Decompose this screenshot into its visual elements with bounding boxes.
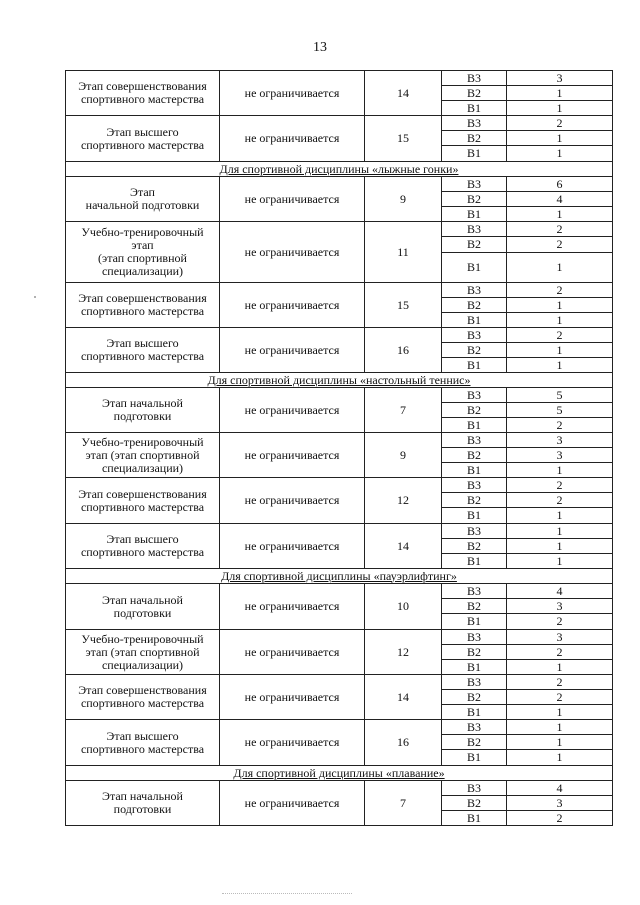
class-cell: В3 — [442, 584, 507, 599]
table-row — [66, 388, 613, 403]
count-cell: 1 — [507, 146, 613, 162]
count-cell: 2 — [507, 811, 613, 826]
min-age-cell: 16 — [365, 720, 442, 766]
count-cell: 2 — [507, 493, 613, 508]
stage-name-line: специализации) — [101, 264, 184, 278]
stage-name-line: Этап начальной — [102, 789, 183, 803]
stage-name-cell — [66, 222, 220, 283]
count-cell: 6 — [507, 177, 613, 192]
section-heading-text: Для спортивной дисциплины «лыжные гонки» — [219, 161, 459, 176]
class-cell: В2 — [442, 343, 507, 358]
class-cell: В1 — [442, 614, 507, 630]
min-age-cell: 12 — [365, 630, 442, 675]
min-age-cell: 15 — [365, 283, 442, 328]
max-age-cell: не ограничивается — [220, 720, 365, 766]
table-row — [66, 222, 613, 237]
stage-name-line: спортивного мастерства — [80, 137, 205, 152]
stage-name-line: специализации) — [101, 657, 184, 672]
stage-name-line: Учебно-тренировочный — [81, 631, 204, 646]
table-row — [66, 283, 613, 298]
stage-name-line: Учебно-тренировочный — [81, 434, 204, 449]
scan-artifact-dot — [34, 296, 36, 298]
class-cell: В3 — [442, 433, 507, 448]
stage-name-line: подготовки — [113, 605, 172, 620]
stage-name-cell — [66, 584, 220, 630]
count-cell: 1 — [507, 86, 613, 101]
class-cell: В3 — [442, 781, 507, 796]
min-age-cell: 7 — [365, 388, 442, 433]
class-cell: В1 — [442, 508, 507, 524]
section-row — [66, 569, 613, 584]
sports-rank-table — [65, 70, 613, 826]
table-row — [66, 433, 613, 448]
class-cell: В1 — [442, 554, 507, 569]
max-age-cell: не ограничивается — [220, 328, 365, 373]
section-heading — [66, 766, 613, 781]
stage-name-line: этап — [131, 238, 154, 252]
count-cell: 2 — [507, 116, 613, 131]
class-cell: В2 — [442, 493, 507, 508]
stage-name-line: этап (этап спортивной — [85, 447, 200, 462]
page-number: 13 — [313, 40, 327, 55]
class-cell: В2 — [442, 796, 507, 811]
stage-name-cell — [66, 675, 220, 720]
max-age-cell: не ограничивается — [220, 630, 365, 675]
count-cell: 2 — [507, 478, 613, 493]
table-row — [66, 524, 613, 539]
count-cell: 1 — [507, 554, 613, 569]
table-row — [66, 71, 613, 86]
class-cell: В3 — [442, 283, 507, 298]
max-age-cell: не ограничивается — [220, 283, 365, 328]
count-cell: 1 — [507, 207, 613, 222]
stage-name-cell — [66, 388, 220, 433]
table-row — [66, 675, 613, 690]
min-age-cell: 15 — [365, 116, 442, 162]
count-cell: 5 — [507, 403, 613, 418]
class-cell: В2 — [442, 237, 507, 253]
class-cell: В2 — [442, 448, 507, 463]
max-age-cell: не ограничивается — [220, 781, 365, 826]
stage-name-line: спортивного мастерства — [80, 696, 205, 710]
max-age-cell: не ограничивается — [220, 478, 365, 524]
stage-name-line: Этап высшего — [106, 124, 179, 139]
min-age-cell: 14 — [365, 524, 442, 569]
count-cell: 1 — [507, 298, 613, 313]
count-cell: 1 — [507, 539, 613, 554]
class-cell: В1 — [442, 146, 507, 162]
class-cell: В1 — [442, 750, 507, 766]
class-cell: В2 — [442, 735, 507, 750]
stage-name-line: (этап спортивной — [98, 251, 187, 265]
class-cell: В2 — [442, 298, 507, 313]
count-cell: 2 — [507, 328, 613, 343]
table-body — [66, 71, 613, 826]
count-cell: 1 — [507, 343, 613, 358]
max-age-cell: не ограничивается — [220, 584, 365, 630]
section-heading — [66, 162, 613, 177]
stage-name-line: спортивного мастерства — [80, 92, 205, 106]
class-cell: В3 — [442, 71, 507, 86]
class-cell: В1 — [442, 705, 507, 720]
stage-name-line: этап (этап спортивной — [85, 644, 200, 659]
stage-name-line: спортивного мастерства — [80, 545, 205, 559]
section-row — [66, 373, 613, 388]
section-heading-text: Для спортивной дисциплины «настольный теннис» — [207, 372, 471, 387]
stage-name-line: Этап высшего — [106, 728, 179, 743]
min-age-cell: 9 — [365, 177, 442, 222]
section-heading — [66, 569, 613, 584]
count-cell: 3 — [507, 71, 613, 86]
count-cell: 1 — [507, 101, 613, 116]
min-age-cell: 11 — [365, 222, 442, 283]
max-age-cell: не ограничивается — [220, 222, 365, 283]
class-cell: В1 — [442, 207, 507, 222]
class-cell: В2 — [442, 690, 507, 705]
stage-name-cell — [66, 720, 220, 766]
min-age-cell: 14 — [365, 71, 442, 116]
max-age-cell: не ограничивается — [220, 71, 365, 116]
stage-name-cell — [66, 433, 220, 478]
class-cell: В3 — [442, 328, 507, 343]
stage-name-cell — [66, 116, 220, 162]
class-cell: В3 — [442, 478, 507, 493]
count-cell: 1 — [507, 508, 613, 524]
count-cell: 3 — [507, 599, 613, 614]
section-row — [66, 162, 613, 177]
count-cell: 2 — [507, 690, 613, 705]
class-cell: В3 — [442, 524, 507, 539]
stage-name-line: специализации) — [101, 460, 184, 475]
stage-name-line: Этап высшего — [106, 336, 179, 350]
min-age-cell: 9 — [365, 433, 442, 478]
count-cell: 1 — [507, 705, 613, 720]
stage-name-line: подготовки — [113, 409, 172, 423]
count-cell: 1 — [507, 524, 613, 539]
section-heading — [66, 373, 613, 388]
count-cell: 1 — [507, 750, 613, 766]
count-cell: 3 — [507, 448, 613, 463]
count-cell: 2 — [507, 645, 613, 660]
count-cell: 2 — [507, 237, 613, 253]
table-row — [66, 630, 613, 645]
stage-name-cell — [66, 283, 220, 328]
stage-name-line: Этап совершенствования — [78, 486, 207, 501]
count-cell: 1 — [507, 660, 613, 675]
class-cell: В1 — [442, 253, 507, 283]
class-cell: В3 — [442, 116, 507, 131]
section-heading-text: Для спортивной дисциплины «плавание» — [233, 765, 445, 780]
table-row — [66, 177, 613, 192]
class-cell: В1 — [442, 101, 507, 116]
stage-name-line: Учебно-тренировочный — [81, 225, 204, 239]
count-cell: 3 — [507, 796, 613, 811]
class-cell: В3 — [442, 388, 507, 403]
stage-name-line: Этап совершенствования — [78, 79, 207, 93]
max-age-cell: не ограничивается — [220, 433, 365, 478]
count-cell: 2 — [507, 222, 613, 237]
class-cell: В1 — [442, 358, 507, 373]
stage-name-line: Этап совершенствования — [78, 683, 207, 697]
class-cell: В3 — [442, 222, 507, 237]
count-cell: 2 — [507, 614, 613, 630]
count-cell: 1 — [507, 720, 613, 735]
section-row — [66, 766, 613, 781]
class-cell: В2 — [442, 599, 507, 614]
count-cell: 1 — [507, 313, 613, 328]
stage-name-line: Этап начальной — [102, 592, 183, 607]
class-cell: В2 — [442, 131, 507, 146]
stage-name-line: спортивного мастерства — [80, 741, 205, 756]
stage-name-cell — [66, 328, 220, 373]
count-cell: 4 — [507, 781, 613, 796]
count-cell: 4 — [507, 584, 613, 599]
stage-name-line: спортивного мастерства — [80, 349, 205, 363]
count-cell: 4 — [507, 192, 613, 207]
class-cell: В3 — [442, 630, 507, 645]
count-cell: 2 — [507, 418, 613, 433]
max-age-cell: не ограничивается — [220, 388, 365, 433]
stage-name-cell — [66, 71, 220, 116]
stage-name-line: Этап совершенствования — [78, 291, 207, 305]
max-age-cell: не ограничивается — [220, 177, 365, 222]
class-cell: В3 — [442, 675, 507, 690]
class-cell: В1 — [442, 660, 507, 675]
count-cell: 3 — [507, 630, 613, 645]
class-cell: В1 — [442, 811, 507, 826]
max-age-cell: не ограничивается — [220, 524, 365, 569]
min-age-cell: 12 — [365, 478, 442, 524]
stage-name-cell — [66, 478, 220, 524]
stage-name-cell — [66, 630, 220, 675]
count-cell: 1 — [507, 463, 613, 478]
max-age-cell: не ограничивается — [220, 675, 365, 720]
stage-name-line: Этап начальной — [102, 396, 183, 410]
section-heading-text: Для спортивной дисциплины «пауэрлифтинг» — [221, 568, 457, 583]
count-cell: 2 — [507, 675, 613, 690]
min-age-cell: 10 — [365, 584, 442, 630]
table-row — [66, 781, 613, 796]
min-age-cell: 14 — [365, 675, 442, 720]
min-age-cell: 16 — [365, 328, 442, 373]
stage-name-line: подготовки — [113, 802, 172, 816]
class-cell: В2 — [442, 539, 507, 554]
class-cell: В3 — [442, 177, 507, 192]
stage-name-line: спортивного мастерства — [80, 304, 205, 318]
class-cell: В3 — [442, 720, 507, 735]
count-cell: 2 — [507, 283, 613, 298]
stage-name-cell — [66, 781, 220, 826]
stage-name-line: начальной подготовки — [85, 198, 200, 212]
class-cell: В2 — [442, 86, 507, 101]
class-cell: В2 — [442, 645, 507, 660]
table-row — [66, 584, 613, 599]
min-age-cell: 7 — [365, 781, 442, 826]
scan-artifact-line — [222, 893, 352, 894]
count-cell: 1 — [507, 358, 613, 373]
stage-name-cell — [66, 524, 220, 569]
class-cell: В1 — [442, 418, 507, 433]
class-cell: В2 — [442, 192, 507, 207]
stage-name-line: спортивного мастерства — [80, 499, 205, 514]
stage-name-line: Этап высшего — [106, 532, 179, 546]
stage-name-line: Этап — [130, 185, 155, 199]
max-age-cell: не ограничивается — [220, 116, 365, 162]
count-cell: 3 — [507, 433, 613, 448]
class-cell: В1 — [442, 313, 507, 328]
class-cell: В1 — [442, 463, 507, 478]
count-cell: 1 — [507, 131, 613, 146]
table-row — [66, 720, 613, 735]
table-row — [66, 328, 613, 343]
count-cell: 5 — [507, 388, 613, 403]
class-cell: В2 — [442, 403, 507, 418]
table-row — [66, 116, 613, 131]
stage-name-cell — [66, 177, 220, 222]
count-cell: 1 — [507, 735, 613, 750]
count-cell: 1 — [507, 253, 613, 283]
table-row — [66, 478, 613, 493]
